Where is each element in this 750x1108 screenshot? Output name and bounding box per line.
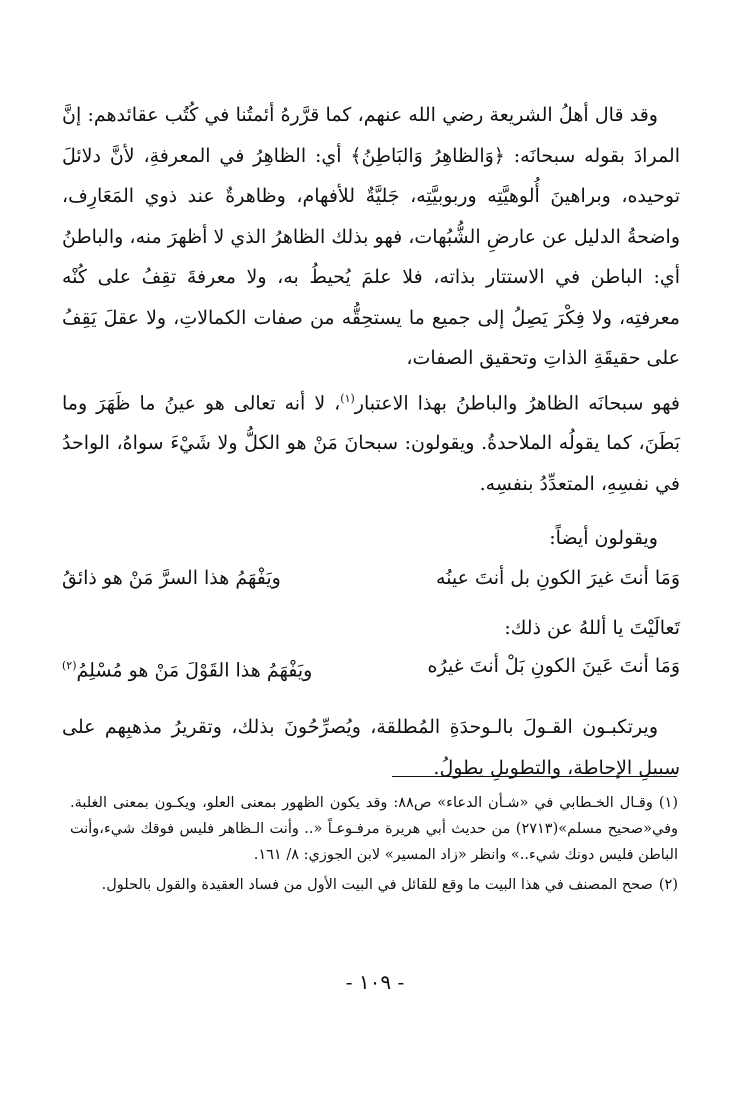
footnote-2 — [70, 872, 678, 898]
footnotes — [70, 790, 678, 902]
verse-2 — [62, 647, 680, 689]
page-number: - ١٠٩ - — [345, 970, 405, 994]
footnote-1-number: (١) — [658, 795, 678, 811]
verse-intro: ويقولون أيضاً: — [549, 527, 658, 550]
paragraph-2-start: فهو سبحانَه الظاهرُ والباطنُ بهذا الاعتبار — [354, 391, 681, 414]
verse-1 — [62, 559, 680, 597]
verse-2-hemistich-1: وَمَا أنتَ عَينَ الكونِ بَلْ أنتَ غيرُه — [427, 654, 680, 677]
footnote-1-text: وقـال الخـطابي في «شـأن الدعاء» ص٨٨: وقد يكون الظهور بمعنى العلو، ويكـون بمعنى الغلبة. وفي«صحيح مسلم»(٢٧١٣) من حديث أبي هريرة مرفـوعـاً «.. وأنت الـظاهر فليس فوقك شيء،وأنت الباطن فليس دونك شيء..» وانظر «زاد المسير» لابن الجوزي: ٨/ ١٦١. — [70, 795, 678, 863]
footnote-2-number: (٢) — [658, 877, 678, 893]
verse-1-hemistich-2: ويَفْهَمُ هذا السرَّ مَنْ هو ذائقُ — [62, 566, 281, 589]
paragraph-2 — [62, 379, 680, 505]
footnote-ref-2[interactable]: (٢) — [62, 658, 77, 672]
footnote-2-text: صحح المصنف في هذا البيت ما وقع للقائل في البيت الأول من فساد العقيدة والقول بالحلول. — [101, 877, 653, 893]
verse-2-hemistich-2: ويَفْهَمُ هذا القَوْلَ مَنْ هو مُسْلِمُ — [76, 659, 313, 682]
verse-2-hemistich-2-wrap — [62, 647, 312, 689]
paragraph-1: وقد قال أهلُ الشريعة رضي الله عنهم، كما قرَّرهُ أئمتُنا في كُتُب عقائدهم: إنَّ المرادَ بقوله سبحانَه: ﴿وَالظاهِرُ وَالبَاطِنُ﴾ أي: الظاهِرُ في المعرفةِ، لأنَّ دلائلَ توحيده، وبراهينَ أُلوهيَّتِه وربوبيَّتِه، جَليَّةٌ للأفهام، وظاهرةٌ عند ذوي المَعَارِف، واضحةُ الدليل عن عارضِ الشُّبُهات، فهو بذلك الظاهرُ الذي لا أظهرَ منه، والباطنُ أي: الباطن في الاستتار بذاته، فلا علمَ يُحيطُ به، ولا معرفةَ تقِفُ على كُنْه معرفتِه، ولا فِكْرَ يَصِلُ إلى جميع ما يستحِقُّه من صفات الكمالاتِ، ولا عقلَ يَقِفُ على حقيقَةِ الذاتِ وتحقيق الصفات، — [62, 104, 680, 369]
footnote-divider — [392, 776, 677, 777]
footnote-1 — [70, 790, 678, 868]
verse-1-hemistich-1: وَمَا أنتَ غيرَ الكونِ بل أنتَ عينُه — [436, 566, 680, 589]
footnote-ref-1[interactable]: (١) — [340, 391, 355, 405]
invocation: تَعالَيْتَ يا أللهُ عن ذلك: — [504, 616, 680, 639]
paragraph-3: ويرتكبـون القـولَ بالـوحدَةِ المُطلقة، ويُصرِّحُونَ بذلك، وتقريرُ مذهبِهم على سبيلِ الإحاطة، والتطويلِ يطولُ. — [62, 716, 680, 779]
paragraph-2-end: ، لا أنه تعالى هو عينُ ما ظَهَرَ وما بَطَنَ، كما يقولُه الملاحدةُ. ويقولون: سبحانَ مَنْ هو الكلُّ ولا شَيْءَ سواهُ، الواحدُ في نفسِهِ، المتعدِّدُ بنفسِه. — [62, 391, 680, 495]
main-text — [62, 95, 680, 788]
